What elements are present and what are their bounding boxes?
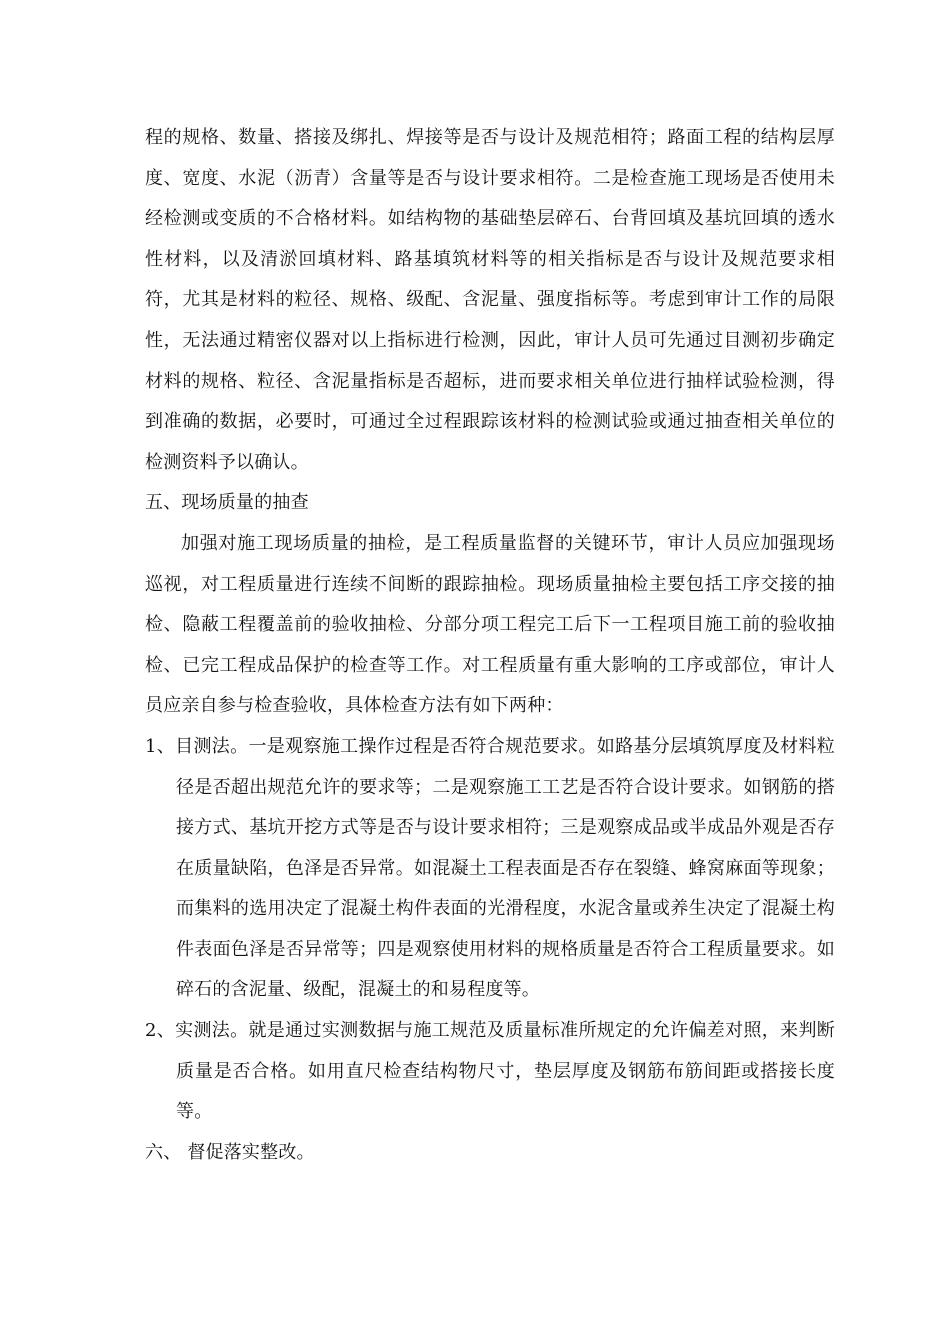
- paragraph-material-inspection: 程的规格、数量、搭接及绑扎、焊接等是否与设计及规范相符；路面工程的结构层厚度、宽度、水泥（沥青）含量等是否与设计要求相符。二是检查施工现场是否使用未经检测或变质的不合格材料。如结构物的基础垫层碎石、台背回填及基坑回填的透水性材料，以及清淤回填材料、路基填筑材料等的相关指标是否与设计及规范要求相符，尤其是材料的粒径、规格、级配、含泥量、强度指标等。考虑到审计工作的局限性，无法通过精密仪器对以上指标进行检测，因此，审计人员可先通过目测初步确定材料的规格、粒径、含泥量指标是否超标，进而要求相关单位进行抽样试验检测，得到准确的数据，必要时，可通过全过程跟踪该材料的检测试验或通过抽查相关单位的检测资料予以确认。: [145, 127, 835, 473]
- paragraph-site-quality-check: 加强对施工现场质量的抽检，是工程质量监督的关键环节，审计人员应加强现场巡视，对工程质量进行连续不间断的跟踪抽检。现场质量抽检主要包括工序交接的抽检、隐蔽工程覆盖前的验收抽检、分部分项工程完工后下一工程项目施工前的验收抽检、已完工程成品保护的检查等工作。对工程质量有重大影响的工序或部位，审计人员应亲自参与检查验收，具体检查方法有如下两种：: [145, 532, 835, 717]
- list-item-measurement-method: 2、实测法。就是通过实测数据与施工规范及质量标准所规定的允许偏差对照，来判断质量是否合格。如用直尺检查结构物尺寸，垫层厚度及钢筋布筋间距或搭接长度等。: [145, 1020, 835, 1123]
- section-heading-5: 五、现场质量的抽查: [145, 492, 309, 514]
- document-body: [145, 118, 835, 1173]
- section-heading-6: 六、 督促落实整改。: [145, 1141, 315, 1163]
- list-item-visual-method: 1、目测法。一是观察施工操作过程是否符合规范要求。如路基分层填筑厚度及材料粒径是否超出规范允许的要求等；二是观察施工工艺是否符合设计要求。如钢筋的搭接方式、基坑开挖方式等是否与设计要求相符；三是观察成品或半成品外观是否存在质量缺陷，色泽是否异常。如混凝土工程表面是否存在裂缝、蜂窝麻面等现象；而集料的选用决定了混凝土构件表面的光滑程度，水泥含量或养生决定了混凝土构件表面色泽是否异常等；四是观察使用材料的规格质量是否符合工程质量要求。如碎石的含泥量、级配，混凝土的和易程度等。: [145, 735, 835, 1001]
